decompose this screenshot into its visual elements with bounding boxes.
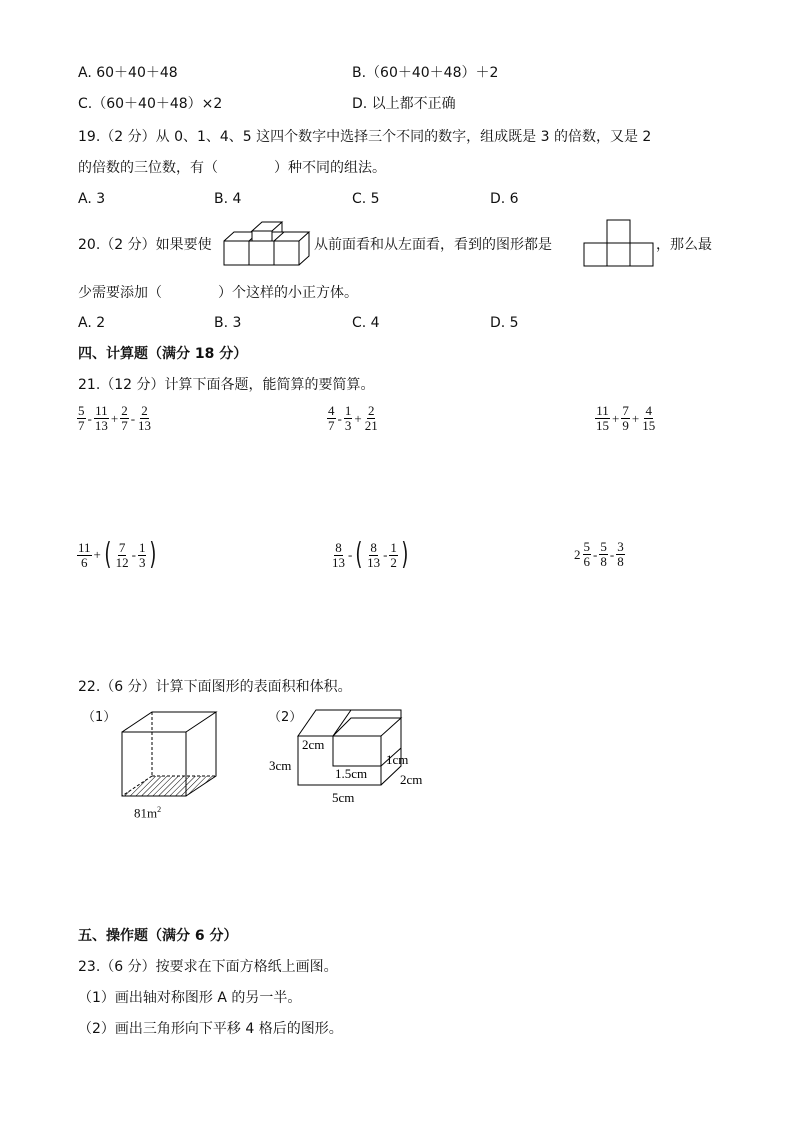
dim-3cm: 3cm <box>269 758 292 773</box>
cube-figure <box>116 708 226 818</box>
q18-option-d: D. 以上都不正确 <box>352 96 456 112</box>
q21-text: 21.（12 分）计算下面各题，能简算的要简算。 <box>78 377 375 393</box>
q22-figure1-label: （1） <box>82 710 117 725</box>
q23-part1: （1）画出轴对称图形 A 的另一半。 <box>78 990 302 1006</box>
q20-part2: 从前面看和从左面看，看到的图形都是 <box>314 237 552 253</box>
dim-1-5cm: 1.5cm <box>335 766 368 781</box>
dim-1cm: 1cm <box>386 752 409 767</box>
q19-option-c: C. 5 <box>352 191 380 207</box>
q20-part3: ，那么最 <box>656 237 712 253</box>
q23-text: 23.（6 分）按要求在下面方格纸上画图。 <box>78 959 338 975</box>
q20-part1: 20.（2 分）如果要使 <box>78 237 212 253</box>
view-shape-figure <box>583 218 655 268</box>
cube-bottom-area: $81m^2$ <box>134 805 162 821</box>
dim-5cm: 5cm <box>332 790 355 805</box>
q20-option-b: B. 3 <box>214 315 242 331</box>
q21-expression-6: 2 5 6 - 5 8 - 3 8 <box>574 539 624 569</box>
q21-expression-1: 5 7 - 11 13 + $\frac{2}{7}$ - 2 13 <box>78 403 152 433</box>
q19-line1: 19.（2 分）从 0、1、4、5 这四个数字中选择三个不同的数字，组成既是 3 的倍数，又是 2 <box>78 129 652 145</box>
q18-option-b: B.（60＋40＋48）＋2 <box>352 65 499 81</box>
section4-title: 四、计算题（满分 18 分） <box>78 346 248 362</box>
q20-option-a: A. 2 <box>78 315 106 331</box>
q22-text: 22.（6 分）计算下面图形的表面积和体积。 <box>78 679 352 695</box>
q20-option-c: C. 4 <box>352 315 380 331</box>
q20-option-d: D. 5 <box>490 315 519 331</box>
q23-part2: （2）画出三角形向下平移 4 格后的图形。 <box>78 1021 343 1037</box>
q20-line2: 少需要添加（ ）个这样的小正方体。 <box>78 285 358 301</box>
q21-expression-5: 8 13 - ( 8 13 - 1 2 ) <box>332 537 409 572</box>
q19-option-a: A. 3 <box>78 191 106 207</box>
q19-line2: 的倍数的三位数，有（ ）种不同的组法。 <box>78 160 386 176</box>
notched-prism-figure <box>266 704 436 808</box>
q18-option-a: A. 60＋40＋48 <box>78 65 178 81</box>
q21-expression-3: 11 15 + $\frac{7}{9}$ + $\frac{4}{15}$ <box>596 403 656 433</box>
dim-2cm-right: 2cm <box>400 772 423 787</box>
q21-expression-2: 4 7 - 1 3 + $\frac{2}{21}$ <box>328 403 378 433</box>
cube-stack-figure <box>222 219 314 267</box>
dim-2cm-left: 2cm <box>302 737 325 752</box>
q21-expression-4: 11 6 + ( 7 12 - 1 3 ) <box>78 537 157 572</box>
q18-option-c: C.（60＋40＋48）×2 <box>78 96 223 112</box>
q19-option-d: D. 6 <box>490 191 519 207</box>
q22-figure2-label: （2） <box>268 710 303 725</box>
q19-option-b: B. 4 <box>214 191 242 207</box>
section5-title: 五、操作题（满分 6 分） <box>78 928 238 944</box>
